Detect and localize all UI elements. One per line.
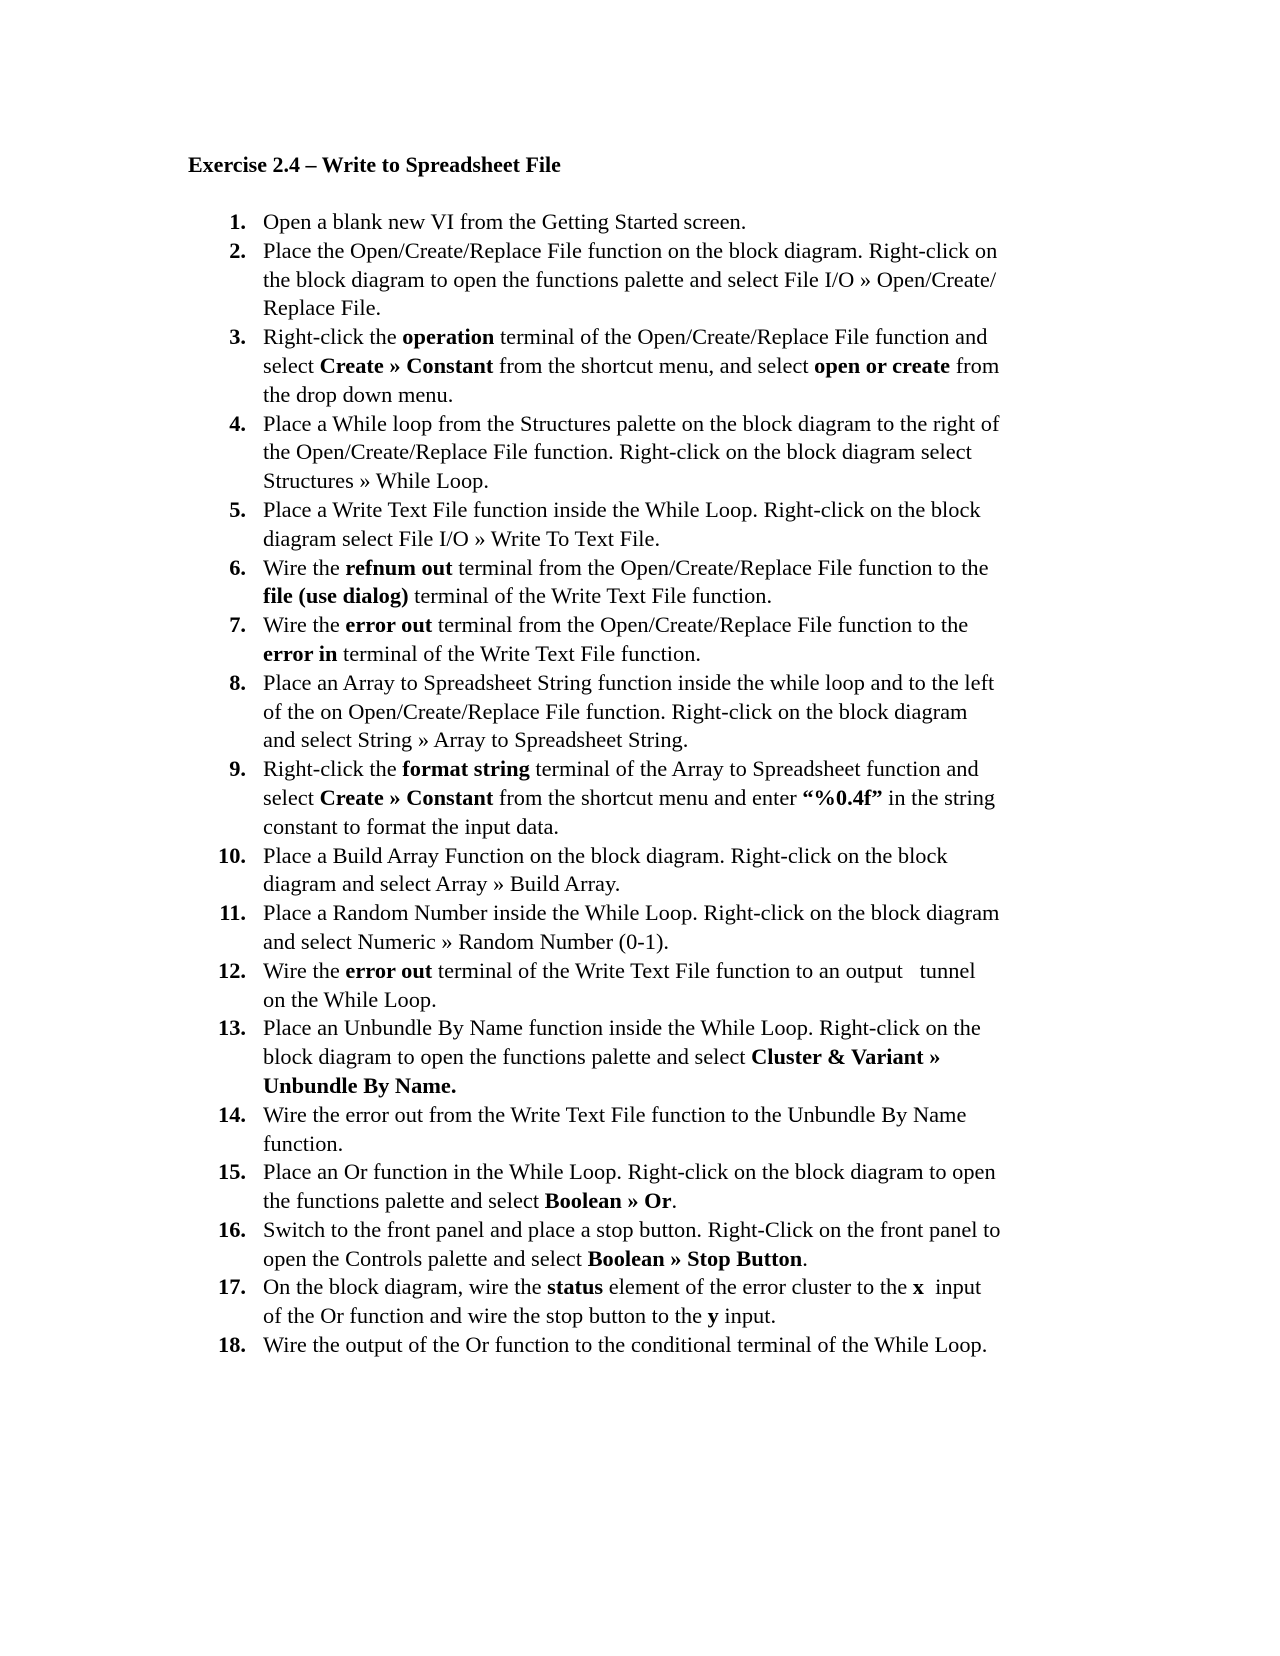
- step-number: 11.: [219, 900, 246, 926]
- step-text-bold: operation: [402, 324, 495, 350]
- instruction-step: [188, 410, 1108, 496]
- step-text-line: [263, 496, 1108, 525]
- step-text-bold: Boolean » Stop Button: [587, 1245, 803, 1271]
- instruction-step: [188, 842, 1108, 900]
- step-text: .: [671, 1188, 678, 1214]
- instruction-list: [188, 208, 1108, 1360]
- step-text: Switch to the front panel and place a stop button. Right-Click on the front panel to: [263, 1216, 1001, 1242]
- step-number: 4.: [229, 410, 246, 436]
- step-text-line: [263, 438, 1108, 467]
- step-text-line: [263, 352, 1108, 381]
- step-text-bold: y: [707, 1303, 719, 1329]
- step-text: terminal from the Open/Create/Replace File function to the: [432, 612, 969, 638]
- step-text: function.: [263, 1130, 344, 1156]
- step-text: Place a Random Number inside the While Loop. Right-click on the block diagram: [263, 900, 1000, 926]
- instruction-step: [188, 669, 1108, 755]
- step-text: On the block diagram, wire the: [263, 1274, 548, 1300]
- step-text-line: [263, 582, 1108, 611]
- step-text-bold: error out: [345, 957, 433, 983]
- instruction-step: [188, 755, 1108, 841]
- step-number: 14.: [218, 1101, 246, 1127]
- step-text: select: [263, 352, 320, 378]
- step-text: Replace File.: [263, 295, 382, 321]
- step-text: of the on Open/Create/Replace File function. Right-click on the block diagram: [263, 698, 968, 724]
- step-text: Place a Build Array Function on the block diagram. Right-click on the block: [263, 842, 948, 868]
- step-text-line: [263, 755, 1108, 784]
- step-text-line: [263, 1331, 1108, 1360]
- step-text-bold: x: [912, 1274, 924, 1300]
- step-text-line: [263, 237, 1108, 266]
- step-text-line: [263, 410, 1108, 439]
- step-text-line: [263, 1245, 1108, 1274]
- step-text-bold: error in: [263, 640, 338, 666]
- step-number: 2.: [229, 237, 246, 263]
- instruction-step: [188, 1216, 1108, 1274]
- step-text: Place an Or function in the While Loop. Right-click on the block diagram to open: [263, 1159, 996, 1185]
- step-text-bold: status: [547, 1274, 604, 1300]
- instruction-step: [188, 554, 1108, 612]
- step-text-bold: Cluster & Variant »: [751, 1044, 941, 1070]
- step-text-line: [263, 525, 1108, 554]
- step-text-line: [263, 1216, 1108, 1245]
- step-number: 8.: [229, 669, 246, 695]
- step-text-bold: Boolean » Or: [544, 1188, 672, 1214]
- step-text: terminal of the Write Text File function to an output tunnel: [432, 957, 976, 983]
- step-text: select: [263, 784, 320, 810]
- instruction-step: [188, 323, 1108, 409]
- step-text-line: [263, 928, 1108, 957]
- step-text: block diagram to open the functions palette and select: [263, 1044, 752, 1070]
- step-text-line: [263, 842, 1108, 871]
- step-text: and select Numeric » Random Number (0-1).: [263, 928, 670, 954]
- step-text: constant to format the input data.: [263, 813, 559, 839]
- instruction-step: [188, 237, 1108, 323]
- step-text: terminal of the Open/Create/Replace File function and: [494, 324, 988, 350]
- step-text-bold: Create » Constant: [319, 784, 494, 810]
- step-text: the Open/Create/Replace File function. Right-click on the block diagram select: [263, 439, 972, 465]
- step-text-line: [263, 1014, 1108, 1043]
- step-text: terminal from the Open/Create/Replace File function to the: [452, 554, 989, 580]
- instruction-step: [188, 1158, 1108, 1216]
- step-text-line: [263, 1187, 1108, 1216]
- step-text: terminal of the Write Text File function.: [408, 583, 773, 609]
- instruction-step: [188, 957, 1108, 1015]
- step-text: input: [923, 1274, 982, 1300]
- step-text: from the shortcut menu and enter: [493, 784, 803, 810]
- step-text: from: [950, 352, 1000, 378]
- step-number: 9.: [229, 756, 246, 782]
- step-text: terminal of the Write Text File function.: [337, 640, 701, 666]
- step-text: diagram and select Array » Build Array.: [263, 871, 621, 897]
- step-text-line: [263, 208, 1108, 237]
- step-number: 18.: [218, 1332, 246, 1358]
- step-text: from the shortcut menu, and select: [493, 352, 815, 378]
- step-text-line: [263, 1158, 1108, 1187]
- step-text-line: [263, 1072, 1108, 1101]
- step-text-bold: error out: [345, 612, 433, 638]
- step-number: 6.: [229, 554, 246, 580]
- instruction-step: [188, 1273, 1108, 1331]
- step-text-line: [263, 698, 1108, 727]
- step-text: element of the error cluster to the: [603, 1274, 913, 1300]
- step-text-line: [263, 266, 1108, 295]
- step-text: Place a While loop from the Structures palette on the block diagram to the right of: [263, 410, 1000, 436]
- step-text: .: [802, 1245, 808, 1271]
- step-text-line: [263, 726, 1108, 755]
- step-text-line: [263, 640, 1108, 669]
- step-text-line: [263, 1302, 1108, 1331]
- step-text: in the string: [882, 784, 996, 810]
- instruction-step: [188, 1331, 1108, 1360]
- step-text: Wire the output of the Or function to the conditional terminal of the While Loop.: [263, 1332, 988, 1358]
- step-text-bold: refnum out: [345, 554, 453, 580]
- exercise-title: Exercise 2.4 – Write to Spreadsheet File: [188, 152, 561, 177]
- step-text: the drop down menu.: [263, 381, 454, 407]
- step-text: Place a Write Text File function inside the While Loop. Right-click on the block: [263, 496, 981, 522]
- step-text: terminal of the Array to Spreadsheet function and: [529, 756, 979, 782]
- step-text-line: [263, 323, 1108, 352]
- step-text-line: [263, 957, 1108, 986]
- step-text-line: [263, 870, 1108, 899]
- step-text-line: [263, 1130, 1108, 1159]
- step-text-bold: Create » Constant: [319, 352, 494, 378]
- step-text: Place the Open/Create/Replace File function on the block diagram. Right-click on: [263, 237, 998, 263]
- step-text: Open a blank new VI from the Getting Started screen.: [263, 209, 747, 234]
- step-text: Wire the: [263, 957, 346, 983]
- step-text: open the Controls palette and select: [263, 1245, 588, 1271]
- step-number: 15.: [218, 1159, 246, 1185]
- step-text-line: [263, 381, 1108, 410]
- step-text-line: [263, 784, 1108, 813]
- step-text-bold: Unbundle By Name.: [263, 1072, 457, 1098]
- step-text-line: [263, 1043, 1108, 1072]
- step-text-line: [263, 1101, 1108, 1130]
- step-text-bold: format string: [402, 756, 530, 782]
- step-text: Place an Array to Spreadsheet String function inside the while loop and to the left: [263, 669, 995, 695]
- step-text: and select String » Array to Spreadsheet String.: [263, 727, 689, 753]
- step-text: Wire the: [263, 612, 346, 638]
- step-text-bold: open or create: [814, 352, 951, 378]
- instruction-step: [188, 208, 1108, 237]
- step-number: 12.: [218, 957, 246, 983]
- step-text: Structures » While Loop.: [263, 468, 489, 494]
- step-text-bold: file (use dialog): [263, 583, 409, 609]
- step-text: on the While Loop.: [263, 986, 437, 1012]
- instruction-step: [188, 496, 1108, 554]
- step-text: diagram select File I/O » Write To Text File.: [263, 525, 661, 551]
- step-text: Wire the: [263, 554, 346, 580]
- step-text: Wire the error out from the Write Text File function to the Unbundle By Name: [263, 1101, 967, 1127]
- step-number: 17.: [218, 1274, 246, 1300]
- step-text: input.: [718, 1303, 777, 1329]
- step-text: the functions palette and select: [263, 1188, 545, 1214]
- step-text-line: [263, 467, 1108, 496]
- step-text-line: [263, 1273, 1108, 1302]
- step-text: Place an Unbundle By Name function inside the While Loop. Right-click on the: [263, 1015, 981, 1041]
- step-text-line: [263, 554, 1108, 583]
- step-text: of the Or function and wire the stop button to the: [263, 1303, 708, 1329]
- step-text: the block diagram to open the functions palette and select File I/O » Open/Create/: [263, 266, 997, 292]
- instruction-step: [188, 1014, 1108, 1100]
- step-number: 1.: [229, 209, 246, 234]
- step-text: Right-click the: [263, 756, 403, 782]
- step-text-line: [263, 294, 1108, 323]
- step-text: Right-click the: [263, 324, 403, 350]
- step-number: 3.: [229, 324, 246, 350]
- step-number: 5.: [229, 496, 246, 522]
- instruction-step: [188, 1101, 1108, 1159]
- instruction-step: [188, 899, 1108, 957]
- step-text-line: [263, 611, 1108, 640]
- step-number: 10.: [218, 842, 246, 868]
- step-text-line: [263, 813, 1108, 842]
- step-text-line: [263, 986, 1108, 1015]
- step-text-line: [263, 899, 1108, 928]
- step-text-line: [263, 669, 1108, 698]
- step-number: 13.: [218, 1015, 246, 1041]
- step-number: 16.: [218, 1216, 246, 1242]
- step-text-bold: “%0.4f”: [802, 784, 883, 810]
- step-number: 7.: [229, 612, 246, 638]
- instruction-step: [188, 611, 1108, 669]
